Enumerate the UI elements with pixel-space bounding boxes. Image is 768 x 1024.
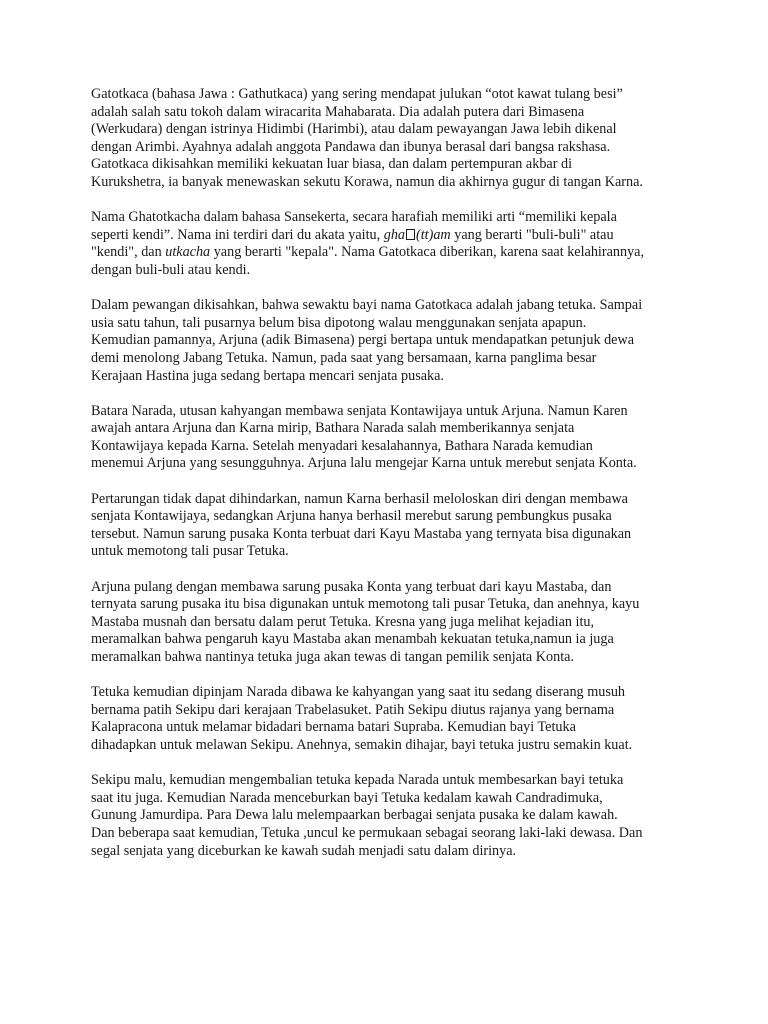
text-line: untuk memotong tali pusar Tetuka. (91, 543, 289, 560)
paragraph-6 (91, 579, 691, 667)
text-line: Nama Ghatotkacha dalam bahasa Sansekerta, secara harafiah memiliki arti “memiliki kepala (91, 209, 617, 226)
text-line: Sekipu malu, kemudian mengembalian tetuka kepada Narada untuk membesarkan bayi tetuka (91, 772, 624, 789)
paragraph-1 (91, 86, 691, 192)
text-line (91, 227, 691, 245)
text-line: Batara Narada, utusan kahyangan membawa senjata Kontawijaya untuk Arjuna. Namun Karen (91, 402, 628, 419)
text-line (91, 244, 691, 262)
paragraph-3 (91, 297, 691, 385)
paragraph-5 (91, 491, 691, 561)
missing-glyph-icon (406, 229, 415, 240)
text-line: Kontawijaya kepada Karna. Setelah menyadari kesalahannya, Bathara Narada kemudian (91, 437, 593, 454)
italic-term: gha (383, 226, 405, 243)
text-line: Arjuna pulang dengan membawa sarung pusaka Konta yang terbuat dari kayu Mastaba, dan (91, 578, 612, 595)
paragraph-7 (91, 684, 691, 754)
text-line: Kurukshetra, ia banyak menewaskan sekutu Korawa, namun dia akhirnya gugur di tangan Karna. (91, 173, 643, 190)
text-line: meramalkan bahwa nantinya tetuka juga akan tewas di tangan pemilik senjata Konta. (91, 649, 574, 665)
text-line: adalah salah satu tokoh dalam wiracarita Mahabarata. Dia adalah putera dari Bimasena (91, 103, 585, 120)
text-line: Gunung Jamurdipa. Para Dewa lalu melempaarkan berbagai senjata pusaka ke dalam kawah. (91, 807, 618, 824)
text-line: Kemudian pamannya, Arjuna (adik Bimasena) pergi bertapa untuk mendapatkan petunjuk dewa (91, 332, 635, 349)
paragraph-8 (91, 772, 691, 860)
text-segment: "kendi", dan (91, 244, 166, 261)
text-line: meramalkan bahwa pengaruh kayu Mastaba akan menambah kekuatan tetuka,namun ia juga (91, 631, 614, 648)
text-line: tersebut. Namun sarung pusaka Konta terbuat dari Kayu Mastaba yang ternyata bisa digunakan (91, 525, 632, 542)
text-line: awajah antara Arjuna dan Karna mirip, Bathara Narada salah memberikannya senjata (91, 420, 575, 437)
text-line: Kerajaan Hastina juga sedang bertapa mencari senjata pusaka. (91, 367, 444, 384)
text-line: dihadapkan untuk melawan Sekipu. Anehnya, semakin dihajar, bayi tetuka justru semakin kuat. (91, 736, 633, 753)
text-line: dengan Arimbi. Ayahnya adalah anggota Pandawa dan ibunya berasal dari bangsa rakshasa. (91, 138, 611, 155)
text-line: Pertarungan tidak dapat dihindarkan, namun Karna berhasil meloloskan diri dengan membawa (91, 490, 628, 507)
text-line: Kalapracona untuk melamar bidadari bernama batari Supraba. Kemudian bayi Tetuka (91, 719, 576, 736)
text-line: senjata Kontawijaya, sedangkan Arjuna hanya berhasil merebut sarung pembungkus pusaka (91, 508, 612, 525)
paragraph-4 (91, 403, 691, 473)
text-line: segal senjata yang diceburkan ke kawah sudah menjadi satu dalam dirinya. (91, 842, 517, 859)
text-line: ternyata sarung pusaka itu bisa digunakan untuk memotong tali pusar Tetuka, dan anehnya, kayu (91, 596, 640, 613)
text-line: Tetuka kemudian dipinjam Narada dibawa ke kahyangan yang saat itu sedang diserang musuh (91, 684, 626, 701)
text-line: (Werkudara) dengan istrinya Hidimbi (Harimbi), atau dalam pewayangan Jawa lebih dikenal (91, 121, 617, 138)
paragraph-2 (91, 209, 691, 279)
text-line: Dan beberapa saat kemudian, Tetuka ,uncul ke permukaan sebagai seorang laki-laki dewasa. Dan (91, 824, 643, 841)
text-segment: yang berarti "buli-buli" atau (450, 226, 614, 243)
text-line: menemui Arjuna yang sesungguhnya. Arjuna lalu mengejar Karna untuk merebut senjata Konta. (91, 455, 637, 472)
italic-term: (tt)am (416, 226, 451, 243)
text-line: Mastaba musnah dan bersatu dalam perut Tetuka. Kresna yang juga melihat kejadian itu, (91, 613, 595, 630)
text-line: Gatotkaca dikisahkan memiliki kekuatan luar biasa, dan dalam pertempuran akbar di (91, 156, 573, 173)
text-line: dengan buli-buli atau kendi. (91, 261, 251, 278)
text-line: Dalam pewangan dikisahkan, bahwa sewaktu bayi nama Gatotkaca adalah jabang tetuka. Sampai (91, 297, 643, 314)
text-line: Gatotkaca (bahasa Jawa : Gathutkaca) yang sering mendapat julukan “otot kawat tulang besi” (91, 86, 623, 102)
text-line: bernama patih Sekipu dari kerajaan Trabelasuket. Patih Sekipu diutus rajanya yang bernama (91, 701, 615, 718)
text-line: saat itu juga. Kemudian Narada menceburkan bayi Tetuka kedalam kawah Candradimuka, (91, 789, 603, 806)
text-segment: yang berarti "kepala". Nama Gatotkaca diberikan, karena saat kelahirannya, (210, 244, 645, 261)
italic-term: utkacha (165, 244, 211, 261)
text-segment: seperti kendi”. Nama ini terdiri dari du akata yaitu, (91, 226, 384, 243)
text-line: usia satu tahun, tali pusarnya belum bisa dipotong walau menggunakan senjata apapun. (91, 314, 587, 331)
text-line: demi menolong Jabang Tetuka. Namun, pada saat yang bersamaan, karna panglima besar (91, 349, 597, 366)
document-body (91, 86, 691, 878)
